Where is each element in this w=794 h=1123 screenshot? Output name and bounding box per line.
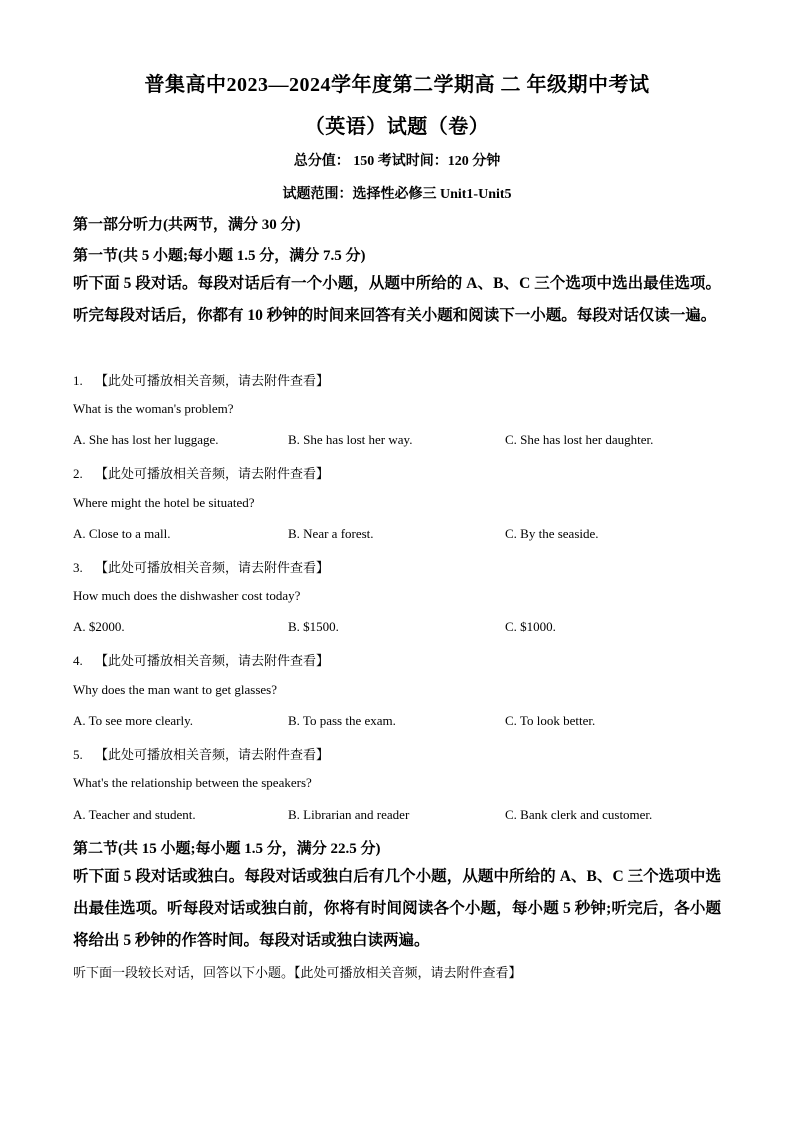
audio-note[interactable]: 【此处可播放相关音频，请去附件查看】 <box>95 373 330 388</box>
question-2-option-a[interactable]: A. Close to a mall. <box>73 526 171 541</box>
question-1-audio <box>73 370 329 389</box>
part1-heading: 第一部分听力(共两节，满分 30 分) <box>73 217 301 233</box>
question-5-audio <box>73 744 329 763</box>
exam-subtitle: （英语）试题（卷） <box>304 116 490 138</box>
question-4-stem: Why does the man want to get glasses? <box>73 682 277 697</box>
question-3-option-c[interactable]: C. $1000. <box>505 619 556 634</box>
long-dialogue-note: 听下面一段较长对话，回答以下小题。【此处可播放相关音频，请去附件查看】 <box>73 965 522 980</box>
question-number: 4. <box>73 653 83 668</box>
section2-heading: 第二节(共 15 小题;每小题 1.5 分，满分 22.5 分) <box>73 841 381 857</box>
question-2-option-b[interactable]: B. Near a forest. <box>288 526 374 541</box>
question-2-option-c[interactable]: C. By the seaside. <box>505 526 599 541</box>
audio-note[interactable]: 【此处可播放相关音频，请去附件查看】 <box>95 747 330 762</box>
question-1-stem: What is the woman's problem? <box>73 401 234 416</box>
question-1-option-c[interactable]: C. She has lost her daughter. <box>505 432 654 447</box>
question-3-audio <box>73 557 329 576</box>
question-5-stem: What's the relationship between the speakers? <box>73 775 312 790</box>
question-1-option-b[interactable]: B. She has lost her way. <box>288 432 413 447</box>
audio-note[interactable]: 【此处可播放相关音频，请去附件查看】 <box>95 466 330 481</box>
question-5-option-a[interactable]: A. Teacher and student. <box>73 807 196 822</box>
section1-heading: 第一节(共 5 小题;每小题 1.5 分，满分 7.5 分) <box>73 248 366 264</box>
section2-instructions: 听下面 5 段对话或独白。每段对话或独白后有几个小题，从题中所给的 A、B、C 三个选项中选出最佳选项。听每段对话或独白前，你将有时间阅读各个小题，每小题 5 秒钟;听完后，各小题将给出 5 秒钟的作答时间。每段对话或独白读两遍。 <box>73 868 721 949</box>
question-3-stem: How much does the dishwasher cost today? <box>73 588 301 603</box>
question-4-option-c[interactable]: C. To look better. <box>505 713 596 728</box>
question-4-option-a[interactable]: A. To see more clearly. <box>73 713 194 728</box>
question-1-option-a[interactable]: A. She has lost her luggage. <box>73 432 219 447</box>
question-2-audio <box>73 463 329 482</box>
question-5-option-b[interactable]: B. Librarian and reader <box>288 807 410 822</box>
question-4-option-b[interactable]: B. To pass the exam. <box>288 713 396 728</box>
question-number: 3. <box>73 560 83 575</box>
section1-instructions: 听下面 5 段对话。每段对话后有一个小题，从题中所给的 A、B、C 三个选项中选出最佳选项。听完每段对话后，你都有 10 秒钟的时间来回答有关小题和阅读下一小题。每段对话仅读一遍。 <box>73 275 721 324</box>
question-3-option-b[interactable]: B. $1500. <box>288 619 339 634</box>
exam-scope: 试题范围：选择性必修三 Unit1-Unit5 <box>282 187 512 202</box>
question-number: 1. <box>73 373 83 388</box>
question-number: 5. <box>73 747 83 762</box>
question-4-audio <box>73 650 329 669</box>
question-3-option-a[interactable]: A. $2000. <box>73 619 125 634</box>
question-5-option-c[interactable]: C. Bank clerk and customer. <box>505 807 653 822</box>
question-2-stem: Where might the hotel be situated? <box>73 495 255 510</box>
audio-note[interactable]: 【此处可播放相关音频，请去附件查看】 <box>95 560 330 575</box>
exam-title: 普集高中2023—2024学年度第二学期高 二 年级期中考试 <box>144 74 650 96</box>
question-number: 2. <box>73 466 83 481</box>
audio-note[interactable]: 【此处可播放相关音频，请去附件查看】 <box>95 653 330 668</box>
score-time-info: 总分值： 150 考试时间：120 分钟 <box>293 154 501 169</box>
